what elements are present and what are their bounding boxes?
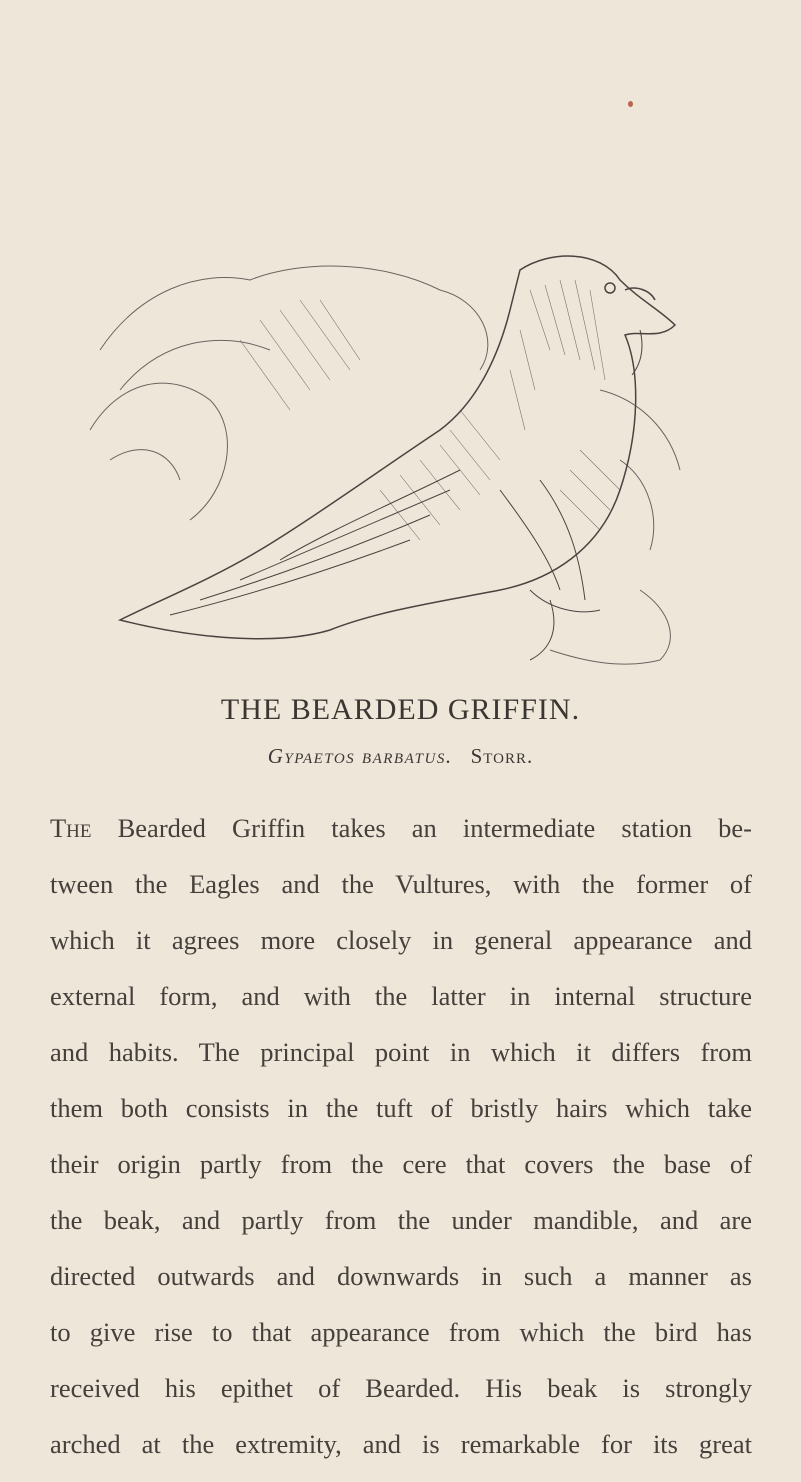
latin-name: Gypaetos barbatus. — [267, 744, 453, 768]
bird-body — [120, 256, 675, 660]
text-line: which it agrees more closely in general appearance and — [50, 925, 752, 955]
body-text — [50, 810, 752, 1482]
page-title: THE BEARDED GRIFFIN. — [220, 693, 581, 726]
text-line: The Bearded Griffin takes an intermediate station be- — [50, 813, 752, 843]
engraving-hatching — [240, 280, 620, 540]
paper-blemish — [628, 101, 633, 107]
text-line: to give rise to that appearance from which the bird has — [50, 1317, 752, 1347]
text-line: and habits. The principal point in which it differs from — [50, 1037, 752, 1067]
text-line: external form, and with the latter in internal structure — [50, 981, 752, 1011]
text-line: received his epithet of Bearded. His beak is strongly — [50, 1373, 752, 1403]
text-line: arched at the extremity, and is remarkable for its great — [50, 1429, 752, 1459]
first-word: The — [50, 813, 92, 843]
text-line: their origin partly from the cere that covers the base of — [50, 1149, 752, 1179]
text-line: directed outwards and downwards in such a manner as — [50, 1261, 752, 1291]
text-line: tween the Eagles and the Vultures, with the former of — [50, 869, 752, 899]
rock-background — [90, 266, 680, 664]
bearded-griffin-engraving — [80, 230, 700, 670]
text-line: the beak, and partly from the under mandible, and are — [50, 1205, 752, 1235]
text-line: them both consists in the tuft of bristly hairs which take — [50, 1093, 752, 1123]
species-subtitle — [0, 744, 801, 769]
authority: Storr. — [470, 744, 534, 768]
